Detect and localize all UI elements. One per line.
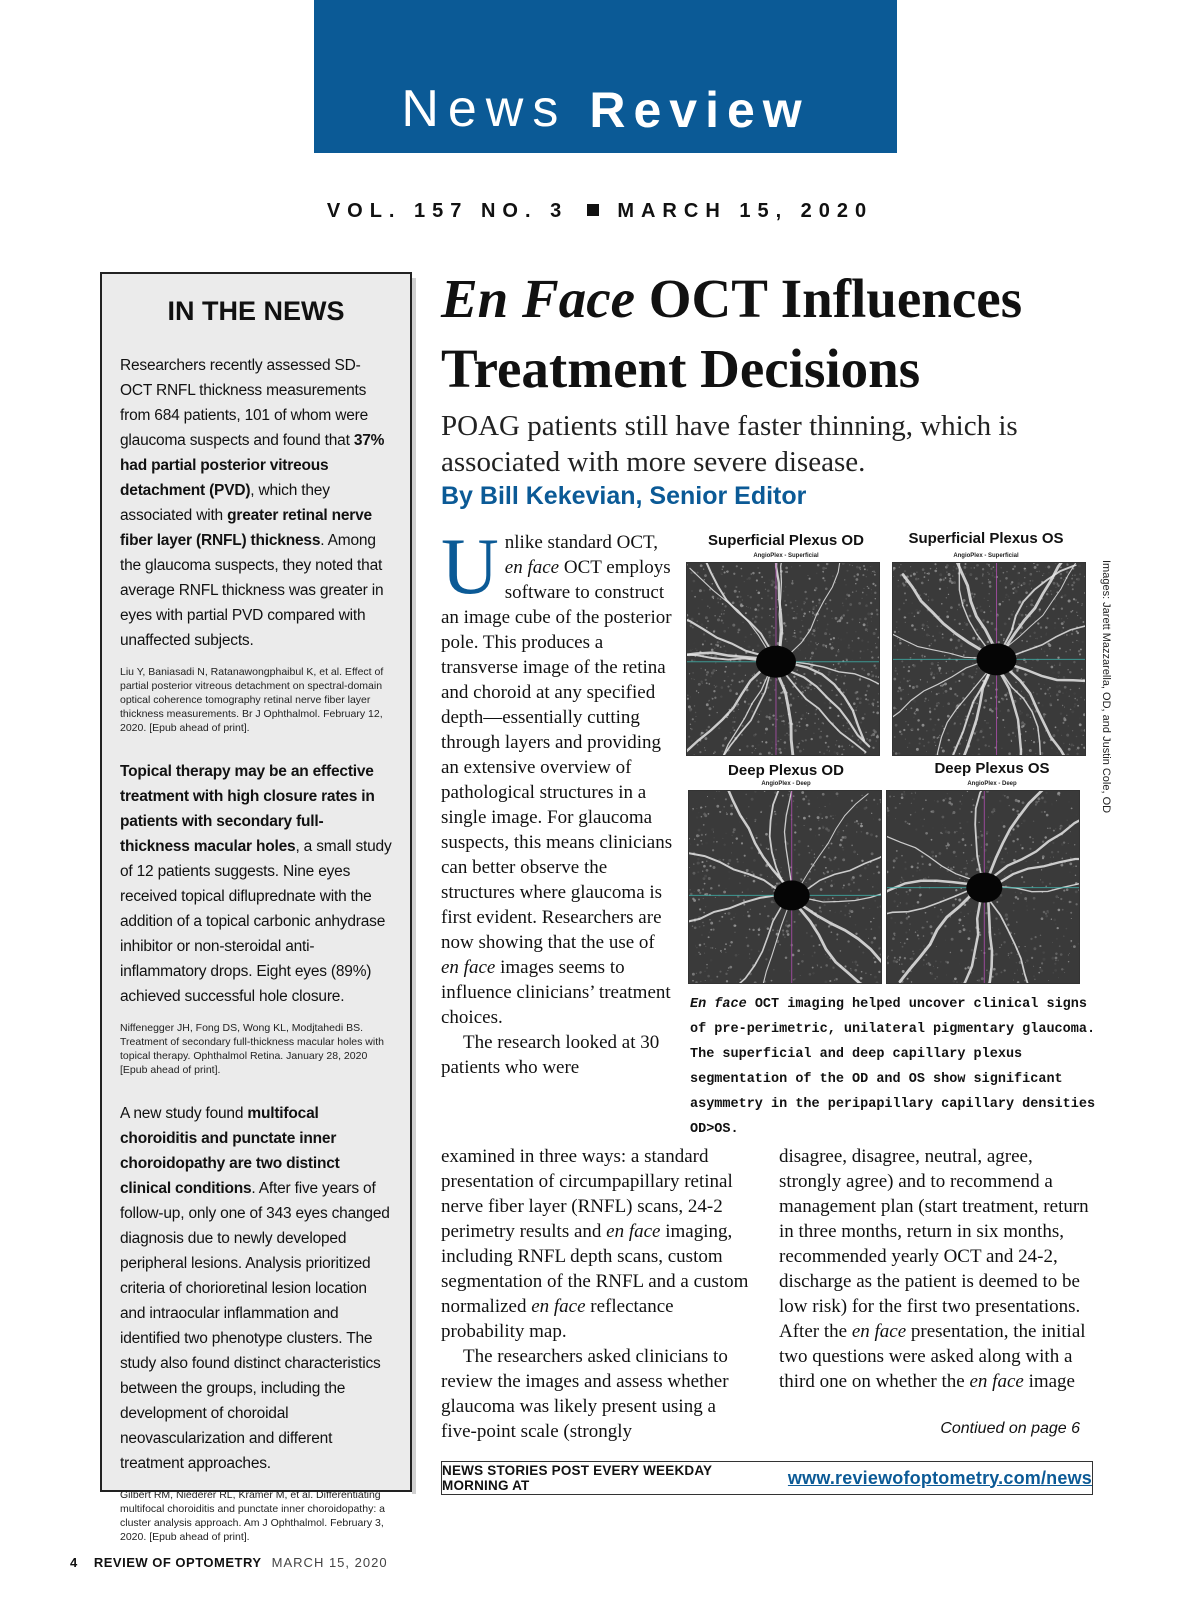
news-stories-bar [441,1461,1093,1495]
article-paragraph-3: The researchers asked clinicians to review the images and assess whether glaucoma was likely present using a five-point scale (strongly [441,1346,729,1442]
sidebar-item-macular-holes: Topical therapy may be an effective treatment with high closure rates in patients with secondary full-thickness macular holes, a small study of 12 patients suggests. Nine eyes received topical difluprednate with the addition of a topical carbonic anhydrase inhibitor or non-steroidal anti-inflammatory drops. Eight eyes (89%) achieved successful hole closure. [120,763,392,1005]
issue-date: MARCH 15, 2020 [617,200,874,222]
sidebar-title: IN THE NEWS [167,296,345,326]
news-url-link[interactable]: www.reviewofoptometry.com/news [787,1467,1092,1488]
panel-sublabel-superficial-od: AngioPlex - Superficial [753,553,819,559]
article-headline: En Face OCT Influences Treatment Decisions [441,268,1023,399]
figure-caption: En face OCT imaging helped uncover clinical signs of pre-perimetric, unilateral pigmentary glaucoma. The superficial and deep capillary plexus segmentation of the OD and OS show significant asymmetry in the peripapillary capillary densities OD>OS. [690,997,1096,1137]
issue-volume: VOL. 157 NO. 3 [326,200,569,222]
sidebar-ref-choroiditis: Gilbert RM, Niederer RL, Kramer M, et al. Differentiating multifocal choroiditis and punctate inner choroidopathy: a cluster analysis approach. Am J Ophthalmol. February 3, 2020. [Epub ahead of print]. [120,1489,385,1543]
magazine-name: REVIEW OF OPTOMETRY [93,1555,262,1570]
oct-image-deep-os [886,790,1080,984]
article-byline: By Bill Kekevian, Senior Editor [441,482,807,510]
issue-line [0,200,1200,223]
panel-label-superficial-od: Superficial Plexus OD [708,532,864,549]
sidebar-item-pvd: Researchers recently assessed SD-OCT RNFL thickness measurements from 684 patients, 101 of whom were glaucoma suspects and found that 37% had partial posterior vitreous detachment (PVD), which they associated with greater retinal nerve fiber layer (RNFL) thickness. Among the glaucoma suspects, they noted that average RNFL thickness was greater in eyes with partial PVD compared with unaffected subjects. [120,357,385,649]
oct-image-deep-od [688,790,882,984]
square-bullet-icon [587,204,599,216]
drop-cap: U [441,523,499,611]
article-paragraph-1: Unlike standard OCT, en face OCT employs software to construct an image cube of the posterior pole. This produces a transverse image of the retina and choroid at any specified depth—essentially cutting through layers and providing an extensive overview of pathological structures in a single image. For glaucoma suspects, this means clinicians can better observe the structures where glaucoma is first evident. Researchers are now showing that the use of en face images seems to influence clinicians’ treatment choices. [441,523,673,1028]
banner-word-review: Review [589,82,810,138]
article-column-1-lower [441,1144,753,1444]
page-footer [70,1555,388,1570]
image-credit: Images: Jarett Mazzarella, OD, and Justin Cole, OD [1100,560,1112,814]
panel-sublabel-deep-os: AngioPlex - Deep [967,781,1017,787]
article-column-1 [441,523,676,1080]
panel-label-deep-od: Deep Plexus OD [728,762,844,779]
section-banner [314,0,897,153]
panel-sublabel-deep-od: AngioPlex - Deep [761,781,811,787]
banner-word-news: News [401,80,568,138]
sidebar-item-choroiditis: A new study found multifocal choroiditis and punctate inner choroidopathy are two distinct clinical conditions. After five years of follow-up, only one of 343 eyes changed diagnosis due to newly developed peripheral lesions. Analysis prioritized criteria of chorioretinal lesion location and intraocular inflammation and identified two phenotype clusters. The study also found distinct characteristics between the groups, including the development of choroidal neovascularization and different treatment approaches. [120,1105,390,1472]
panel-label-superficial-os: Superficial Plexus OS [908,530,1064,547]
oct-image-superficial-os [892,562,1086,756]
sidebar-ref-macular-holes: Niffenegger JH, Fong DS, Wong KL, Modjtahedi BS. Treatment of secondary full-thickness macular holes with topical therapy. Ophthalmol Retina. January 28, 2020 [Epub ahead of print]. [120,1022,384,1076]
sidebar-ref-pvd: Liu Y, Baniasadi N, Ratanawongphaibul K, et al. Effect of partial posterior vitreous detachment on spectral-domain optical coherence tomography retinal nerve fiber layer thickness measurements. Br J Ophthalmol. February 12, 2020. [Epub ahead of print]. [120,666,384,734]
in-the-news-sidebar [100,272,412,1543]
footer-date: MARCH 15, 2020 [271,1555,388,1570]
article-deck: POAG patients still have faster thinning, which is associated with more severe disease. [441,410,1018,478]
news-stories-text: NEWS STORIES POST EVERY WEEKDAY MORNING AT [442,1463,713,1493]
panel-sublabel-superficial-os: AngioPlex - Superficial [953,553,1019,559]
article-column-2 [779,1144,1097,1394]
continued-note: Contiued on page 6 [940,1420,1080,1437]
oct-image-superficial-od [686,562,880,756]
article-paragraph-2-rest: examined in three ways: a standard presentation of circumpapillary retinal nerve fiber layer (RNFL) scans, 24-2 perimetry results and en face imaging, including RNFL depth scans, custom segmentation of the RNFL and a custom normalized en face reflectance probability map. [441,1146,749,1342]
page-number: 4 [70,1555,78,1570]
article-paragraph-3-cont: disagree, disagree, neutral, agree, strongly agree) and to recommend a management plan (start treatment, return in three months, return in six months, recommended yearly OCT and 24-2, discharge as the patient is deemed to be low risk) for the first two presentations. After the en face presentation, the initial two questions were asked along with a third one on whether the en face image [779,1146,1089,1392]
article-paragraph-2-start: The research looked at 30 patients who were [441,1032,660,1078]
panel-label-deep-os: Deep Plexus OS [934,760,1050,777]
